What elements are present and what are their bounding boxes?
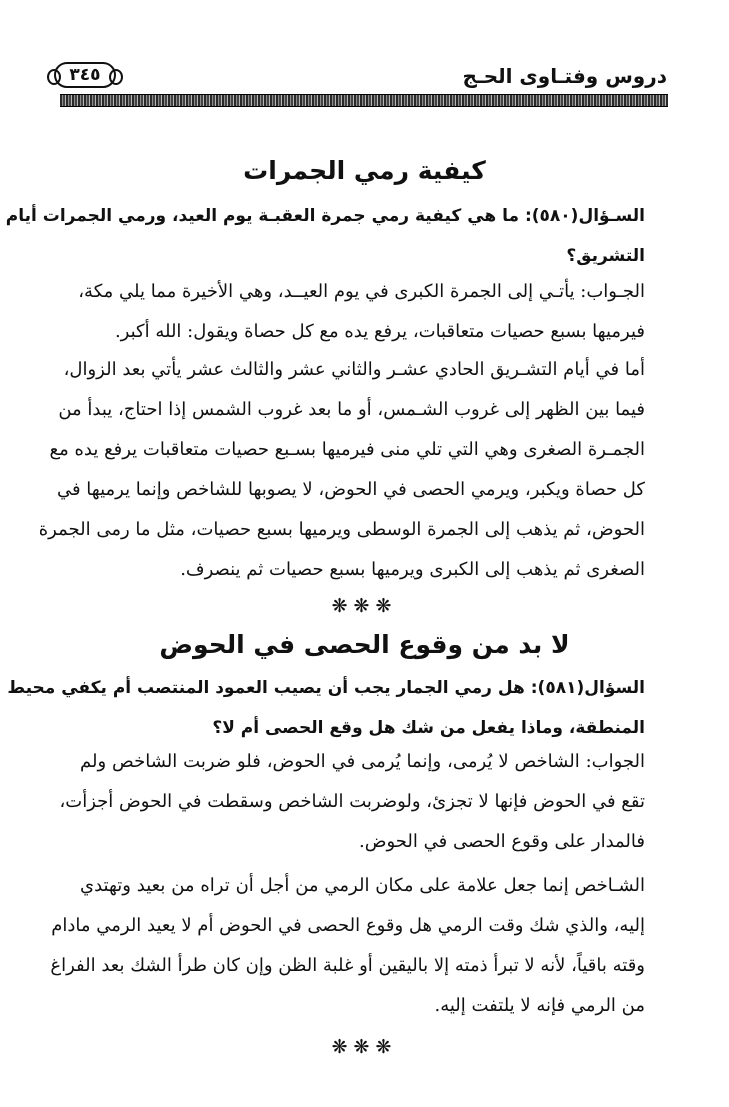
answer-line: فالمدار على وقوع الحصى في الحوض. <box>359 831 645 852</box>
answer-line: من الرمي فإنه لا يلتفت إليه. <box>434 995 645 1016</box>
section-separator-1: ❋❋❋ <box>331 595 398 617</box>
answer-line: وقته باقياً، لأنه لا تبرأ ذمته إلا باليقين أو غلبة الظن وإن كان طرأ الشك بعد الفراغ <box>50 955 645 976</box>
answer-580-paragraph-1 <box>80 272 645 352</box>
page-number-badge <box>54 62 116 88</box>
answer-line: إليه، والذي شك وقت الرمي هل وقوع الحصى في الحوض أم لا يعيد الرمي مادام <box>51 915 645 936</box>
section-heading-1: كيفية رمي الجمرات <box>243 156 486 185</box>
question-581 <box>7 668 645 748</box>
answer-line: الجـواب: يأتـي إلى الجمرة الكبرى في يوم العيــد، وهي الأخيرة مما يلي مكة، <box>78 281 645 302</box>
answer-line: الحوض، ثم يذهب إلى الجمرة الوسطى ويرميها بسبع حصيات، مثل ما رمى الجمرة <box>38 519 645 540</box>
running-title: دروس وفتـاوى الحـج <box>462 64 667 88</box>
answer-581-paragraph-1 <box>59 742 645 862</box>
section-separator-2: ❋❋❋ <box>331 1036 398 1058</box>
answer-581-paragraph-2 <box>50 866 645 1026</box>
question-line: التشريق؟ <box>566 246 645 266</box>
answer-line: تقع في الحوض فإنها لا تجزئ، ولوضربت الشاخص وسقطت في الحوض أجزأت، <box>59 791 645 812</box>
section-heading-2: لا بد من وقوع الحصى في الحوض <box>159 630 570 659</box>
answer-line: أما في أيام التشـريق الحادي عشـر والثاني عشر والثالث عشر يأتي بعد الزوال، <box>63 359 645 380</box>
answer-line: فيرميها بسبع حصيات متعاقبات، يرفع يده مع كل حصاة ويقول: الله أكبر. <box>114 321 645 342</box>
question-line: السؤال(٥٨١): هل رمي الجمار يجب أن يصيب العمود المنتصب أم يكفي محيط <box>7 678 645 698</box>
answer-line: كل حصاة ويكبر، ويرمي الحصى في الحوض، لا يصوبها للشاخص وإنما يرميها في <box>56 479 645 500</box>
question-580 <box>5 196 645 276</box>
question-line: المنطقة، وماذا يفعل من شك هل وقع الحصى أم لا؟ <box>212 718 645 738</box>
answer-line: فيما بين الظهر إلى غروب الشـمس، أو ما بعد غروب الشمس إذا احتاج، يبدأ من <box>58 399 645 420</box>
answer-line: الجمـرة الصغرى وهي التي تلي منى فيرميها بسـبع حصيات متعاقبات يرفع يده مع <box>49 439 645 460</box>
page-number: ٣٤٥ <box>69 65 101 85</box>
answer-580-paragraph-2 <box>38 350 645 590</box>
answer-line: الصغرى ثم يذهب إلى الكبرى ويرميها بسبع حصيات ثم ينصرف. <box>180 559 645 580</box>
header-rule <box>60 94 668 107</box>
answer-line: الجواب: الشاخص لا يُرمى، وإنما يُرمى في الحوض، فلو ضربت الشاخص ولم <box>80 751 645 772</box>
answer-line: الشـاخص إنما جعل علامة على مكان الرمي من أجل أن تراه من بعيد وتهتدي <box>80 875 645 896</box>
question-line: السـؤال(٥٨٠): ما هي كيفية رمي جمرة العقبـة يوم العيد، ورمي الجمرات أيام <box>5 206 645 226</box>
